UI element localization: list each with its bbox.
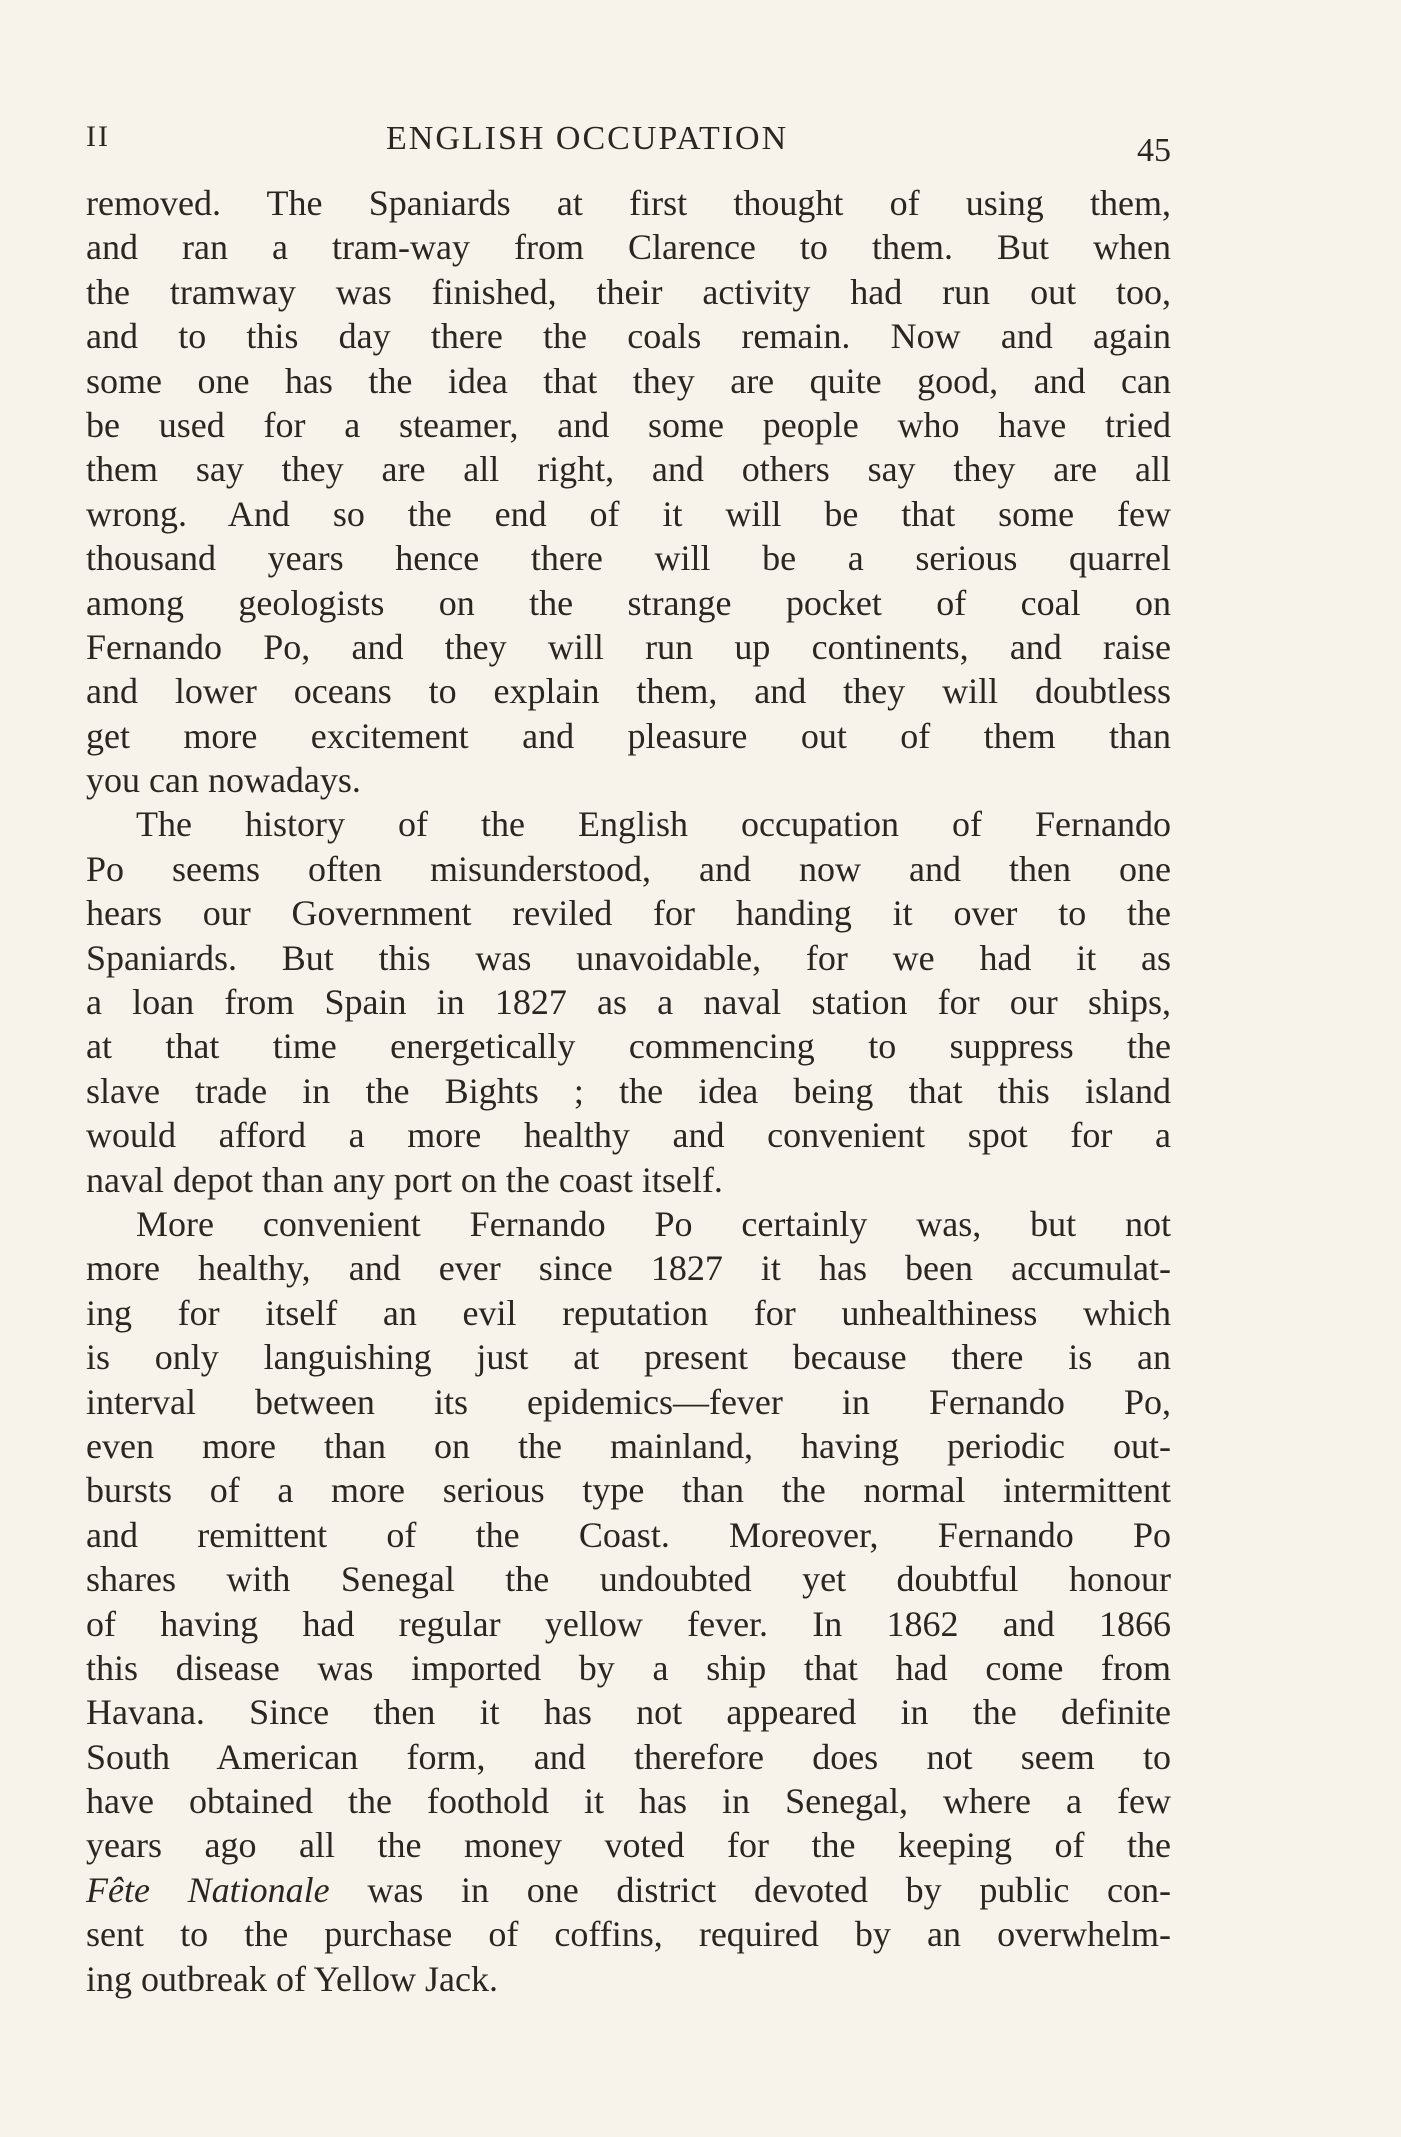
paragraph-start-line: The history of the English occupation of Fernando xyxy=(136,804,1171,845)
text-line: South American form, and therefore does not seem to xyxy=(86,1736,1171,1777)
text-line: is only languishing just at present because there is an xyxy=(86,1337,1171,1378)
text-line: ing outbreak of Yellow Jack. xyxy=(86,1958,498,1999)
text-fragment: was in one district devoted by public con- xyxy=(367,1869,1171,1910)
text-line: would afford a more healthy and convenient spot for a xyxy=(86,1115,1171,1156)
text-line: naval depot than any port on the coast itself. xyxy=(86,1159,723,1200)
page-number: 45 xyxy=(1137,132,1171,169)
text-line: more healthy, and ever since 1827 it has been accumulat- xyxy=(86,1248,1171,1289)
text-line: the tramway was finished, their activity had run out too, xyxy=(86,271,1171,312)
text-line: among geologists on the strange pocket of coal on xyxy=(86,582,1171,623)
text-line: Havana. Since then it has not appeared in the definite xyxy=(86,1692,1171,1733)
text-line: hears our Government reviled for handing it over to the xyxy=(86,893,1171,934)
text-line: and lower oceans to explain them, and they will doubtless xyxy=(86,671,1171,712)
text-line: some one has the idea that they are quite good, and can xyxy=(86,360,1171,401)
text-line-with-italic xyxy=(86,1868,1171,1912)
text-line: of having had regular yellow fever. In 1862 and 1866 xyxy=(86,1603,1171,1644)
text-line: and to this day there the coals remain. Now and again xyxy=(86,316,1171,357)
text-line: Spaniards. But this was unavoidable, for we had it as xyxy=(86,937,1171,978)
text-line: Po seems often misunderstood, and now and then one xyxy=(86,848,1171,889)
text-line: them say they are all right, and others say they are all xyxy=(86,449,1171,490)
text-line: have obtained the foothold it has in Senegal, where a few xyxy=(86,1781,1171,1822)
paragraph-start-line: More convenient Fernando Po certainly was, but not xyxy=(136,1203,1171,1244)
text-line: sent to the purchase of coffins, required by an overwhelm- xyxy=(86,1914,1171,1955)
text-line: interval between its epidemics—fever in Fernando Po, xyxy=(86,1381,1171,1422)
text-line: wrong. And so the end of it will be that some few xyxy=(86,493,1171,534)
text-line: a loan from Spain in 1827 as a naval station for our ships, xyxy=(86,982,1171,1023)
text-line: be used for a steamer, and some people who have tried xyxy=(86,404,1171,445)
text-line: and remittent of the Coast. Moreover, Fernando Po xyxy=(86,1514,1171,1555)
text-line: thousand years hence there will be a serious quarrel xyxy=(86,538,1171,579)
text-line: and ran a tram-way from Clarence to them. But when xyxy=(86,227,1171,268)
text-line: at that time energetically commencing to suppress the xyxy=(86,1026,1171,1067)
running-head xyxy=(86,120,1171,170)
text-line: Fernando Po, and they will run up continents, and raise xyxy=(86,626,1171,667)
text-line: you can nowadays. xyxy=(86,760,361,801)
text-line: this disease was imported by a ship that had come from xyxy=(86,1647,1171,1688)
text-line: shares with Senegal the undoubted yet doubtful honour xyxy=(86,1559,1171,1600)
text-line: even more than on the mainland, having periodic out- xyxy=(86,1425,1171,1466)
chapter-number: II xyxy=(86,120,110,153)
text-line: get more excitement and pleasure out of them than xyxy=(86,715,1171,756)
text-line: bursts of a more serious type than the normal intermittent xyxy=(86,1470,1171,1511)
body-text xyxy=(86,181,1171,2001)
italic-phrase: Fête Nationale xyxy=(86,1869,330,1910)
text-line: slave trade in the Bights ; the idea being that this island xyxy=(86,1070,1171,1111)
text-line: removed. The Spaniards at first thought of using them, xyxy=(86,183,1171,223)
text-line: years ago all the money voted for the keeping of the xyxy=(86,1825,1171,1866)
text-line: ing for itself an evil reputation for unhealthiness which xyxy=(86,1292,1171,1333)
running-title: ENGLISH OCCUPATION xyxy=(386,120,789,157)
